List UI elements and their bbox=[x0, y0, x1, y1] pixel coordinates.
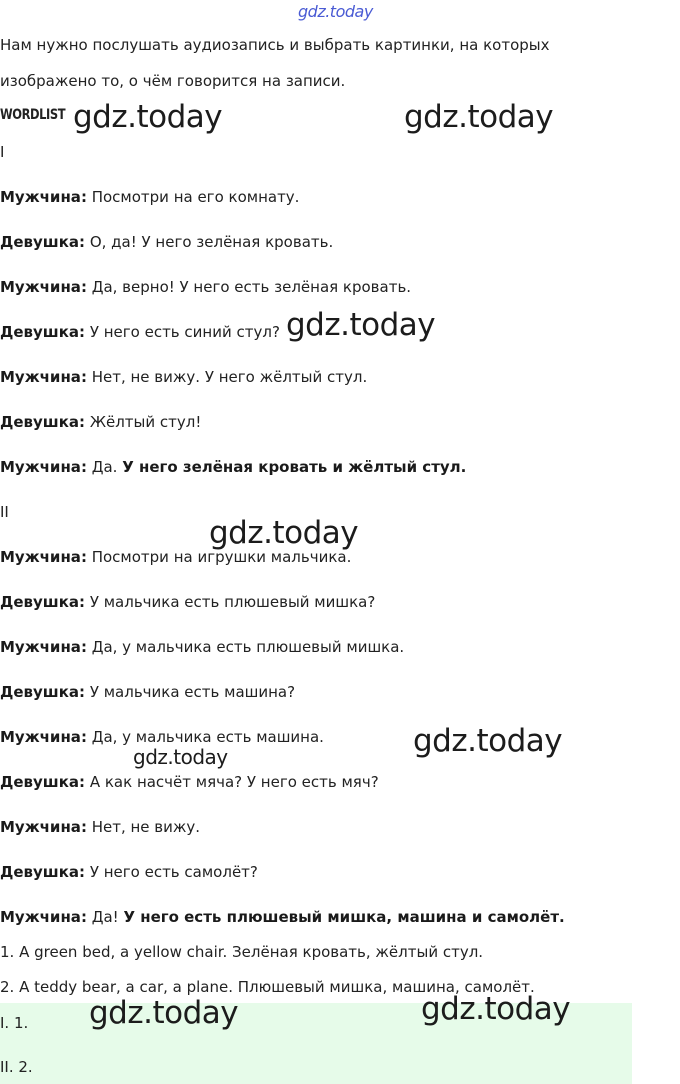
dialogue-text: У него есть самолёт? bbox=[89, 863, 258, 881]
dialogue-line: Мужчина: Да, верно! У него есть зелёная кровать. bbox=[0, 278, 412, 296]
dialogue-text: О, да! У него зелёная кровать. bbox=[89, 233, 334, 251]
answer-box bbox=[0, 1003, 632, 1084]
part-2-numeral: II bbox=[0, 503, 9, 521]
speaker-label: Девушка bbox=[0, 233, 80, 251]
speaker-label: Девушка bbox=[0, 413, 80, 431]
dialogue-text: Да, у мальчика есть плюшевый мишка. bbox=[91, 638, 405, 656]
dialogue-line: Мужчина: Нет, не вижу. У него жёлтый стул. bbox=[0, 368, 368, 386]
dialogue-text: Да! bbox=[91, 908, 119, 926]
dialogue-text: Жёлтый стул! bbox=[89, 413, 202, 431]
dialogue-line: Мужчина: Да. У него зелёная кровать и жёлтый стул. bbox=[0, 458, 467, 476]
dialogue-line: Девушка: У мальчика есть плюшевый мишка? bbox=[0, 593, 376, 611]
speaker-label: Мужчина bbox=[0, 548, 81, 566]
watermark: gdz.today bbox=[404, 99, 554, 135]
dialogue-line: Мужчина: Нет, не вижу. bbox=[0, 818, 201, 836]
dialogue-line: Мужчина: Да, у мальчика есть машина. bbox=[0, 728, 324, 746]
part-1-numeral: I bbox=[0, 143, 5, 161]
dialogue-line: Девушка: У него есть самолёт? bbox=[0, 863, 258, 881]
dialogue-line: Девушка: У него есть синий стул? bbox=[0, 323, 280, 341]
watermark-top: gdz.today bbox=[298, 2, 373, 21]
dialogue-line: Мужчина: Посмотри на его комнату. bbox=[0, 188, 300, 206]
dialogue-text: Да. bbox=[91, 458, 118, 476]
answer-line-2: II. 2. bbox=[0, 1058, 33, 1076]
watermark: gdz.today bbox=[133, 745, 228, 769]
answer-line-1: I. 1. bbox=[0, 1014, 29, 1032]
watermark: gdz.today bbox=[73, 99, 223, 135]
dialogue-text: Нет, не вижу. bbox=[91, 818, 201, 836]
dialogue-line: Девушка: Жёлтый стул! bbox=[0, 413, 202, 431]
speaker-label: Мужчина bbox=[0, 908, 81, 926]
speaker-label: Мужчина bbox=[0, 368, 81, 386]
speaker-label: Девушка bbox=[0, 323, 80, 341]
dialogue-text: Да, у мальчика есть машина. bbox=[91, 728, 324, 746]
wordlist-label: WORDLIST bbox=[0, 107, 66, 123]
speaker-label: Девушка bbox=[0, 593, 80, 611]
dialogue-text: У мальчика есть плюшевый мишка? bbox=[89, 593, 376, 611]
dialogue-line: Мужчина: Посмотри на игрушки мальчика. bbox=[0, 548, 352, 566]
speaker-label: Мужчина bbox=[0, 188, 81, 206]
watermark: gdz.today bbox=[286, 307, 436, 343]
speaker-label: Мужчина bbox=[0, 818, 81, 836]
watermark: gdz.today bbox=[413, 723, 563, 759]
speaker-label: Мужчина bbox=[0, 728, 81, 746]
dialogue-text: Посмотри на его комнату. bbox=[91, 188, 300, 206]
speaker-label: Девушка bbox=[0, 773, 80, 791]
intro-line-1: Нам нужно послушать аудиозапись и выбрать картинки, на которых bbox=[0, 36, 550, 54]
dialogue-line: Девушка: А как насчёт мяча? У него есть мяч? bbox=[0, 773, 379, 791]
speaker-label: Девушка bbox=[0, 863, 80, 881]
dialogue-line: Девушка: У мальчика есть машина? bbox=[0, 683, 296, 701]
speaker-label: Мужчина bbox=[0, 638, 81, 656]
dialogue-line: Девушка: О, да! У него зелёная кровать. bbox=[0, 233, 334, 251]
speaker-label: Мужчина bbox=[0, 278, 81, 296]
dialogue-bold-text: У него есть плюшевый мишка, машина и самолёт. bbox=[123, 908, 565, 926]
translation-line-2: 2. A teddy bear, a car, a plane. Плюшевый мишка, машина, самолёт. bbox=[0, 978, 535, 996]
dialogue-line: Мужчина: Да! У него есть плюшевый мишка, машина и самолёт. bbox=[0, 908, 565, 926]
dialogue-text: Да, верно! У него есть зелёная кровать. bbox=[91, 278, 412, 296]
dialogue-line: Мужчина: Да, у мальчика есть плюшевый мишка. bbox=[0, 638, 405, 656]
dialogue-text: У мальчика есть машина? bbox=[89, 683, 296, 701]
watermark: gdz.today bbox=[421, 991, 571, 1027]
intro-line-2: изображено то, о чём говорится на записи. bbox=[0, 72, 346, 90]
dialogue-text: У него есть синий стул? bbox=[89, 323, 280, 341]
watermark: gdz.today bbox=[209, 515, 359, 551]
translation-line-1: 1. A green bed, a yellow chair. Зелёная кровать, жёлтый стул. bbox=[0, 943, 484, 961]
speaker-label: Девушка bbox=[0, 683, 80, 701]
speaker-label: Мужчина bbox=[0, 458, 81, 476]
dialogue-text: А как насчёт мяча? У него есть мяч? bbox=[89, 773, 379, 791]
watermark: gdz.today bbox=[89, 995, 239, 1031]
dialogue-text: Посмотри на игрушки мальчика. bbox=[91, 548, 352, 566]
dialogue-bold-text: У него зелёная кровать и жёлтый стул. bbox=[122, 458, 467, 476]
dialogue-text: Нет, не вижу. У него жёлтый стул. bbox=[91, 368, 368, 386]
